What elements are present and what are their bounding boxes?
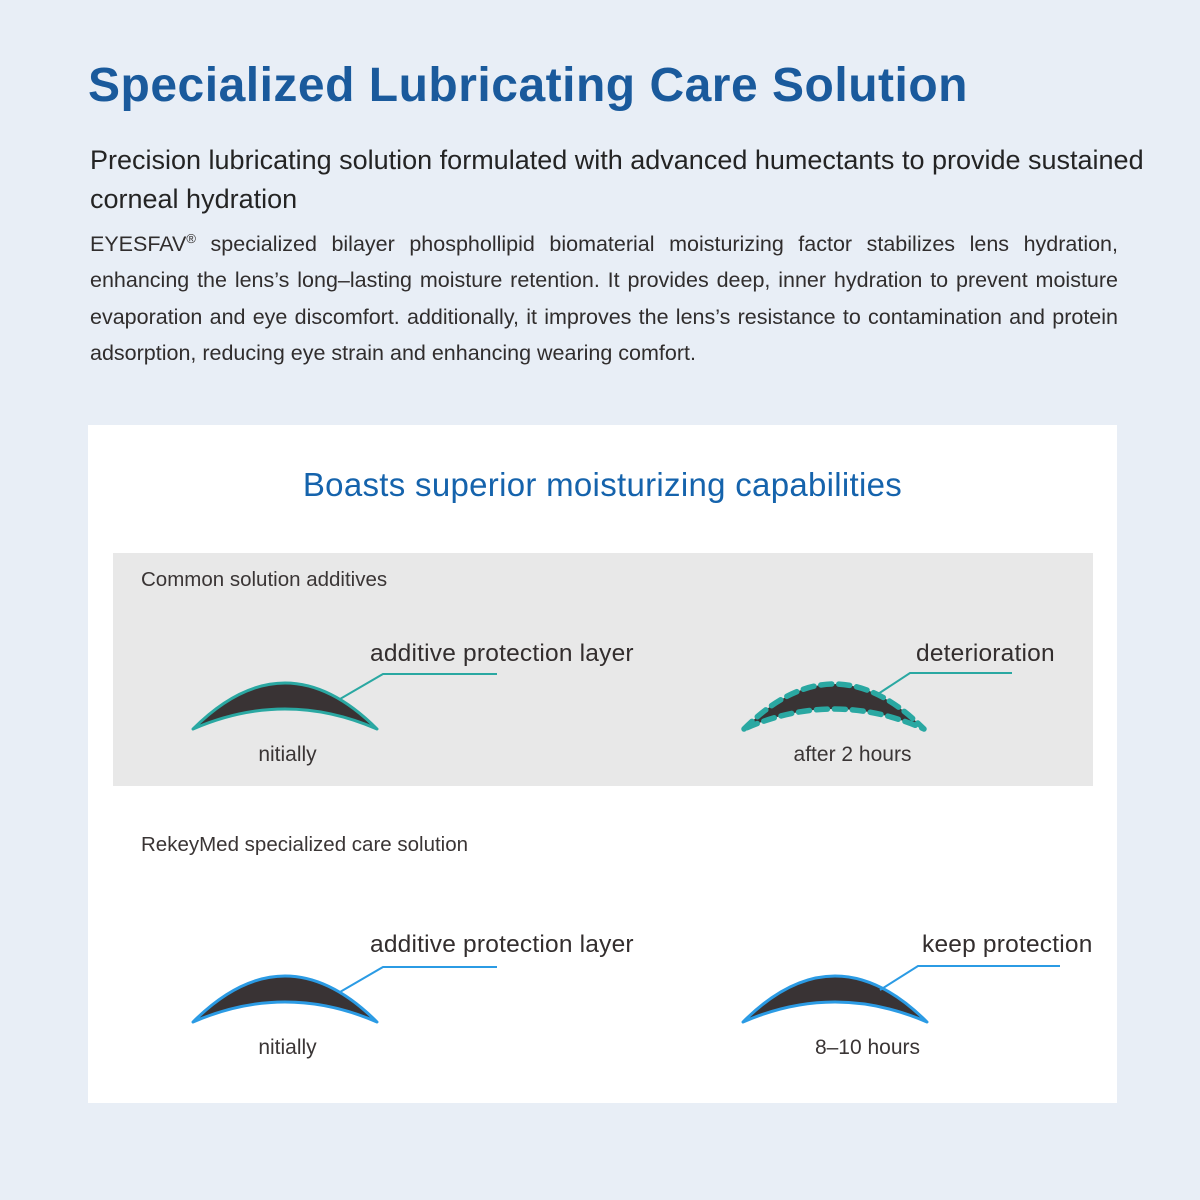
callout-label: deterioration [916,640,1055,667]
lens-caption: nitially [258,743,317,766]
brand-name: EYESFAV [90,232,187,256]
lens-figure-common-initial [190,637,670,777]
body-text: specialized bilayer phosphollipid biomaterial moisturizing factor stabilizes lens hydration, enhancing the lens’s long–lasting moisture retention. It provides deep, inner hydration to prevent moisture evaporation and eye discomfort. additionally, it improves the lens’s resistance to contamination and protein adsorption, reducing eye strain and enhancing wearing comfort. [90,232,1118,365]
leader-line [340,674,497,699]
lens-shape [193,976,377,1022]
panel-label-common-additives: Common solution additives [141,568,388,591]
page-subtitle: Precision lubricating solution formulated with advanced humectants to provide sustained corneal hydration [90,145,1144,215]
page-title: Specialized Lubricating Care Solution [88,59,968,112]
leader-line [880,966,1060,990]
lens-shape-deteriorated [744,684,924,729]
lens-shape [193,683,377,729]
card-heading: Boasts superior moisturizing capabilities [302,466,903,503]
callout-label: keep protection [922,931,1093,958]
panel-label-rekeymed-solution: RekeyMed specialized care solution [141,833,469,856]
leader-line [878,673,1012,694]
lens-caption: after 2 hours [793,743,912,766]
body-paragraph [90,226,1118,371]
callout-label: additive protection layer [370,640,634,667]
lens-shape [743,976,927,1022]
lens-caption: nitially [258,1036,317,1059]
callout-label: additive protection layer [370,931,634,958]
lens-figure-rekeymed-8-10-hours [740,930,1200,1070]
lens-figure-rekeymed-initial [190,930,670,1070]
lens-figure-common-after-2-hours [740,637,1200,777]
lens-caption: 8–10 hours [814,1036,921,1059]
leader-line [340,967,497,992]
registered-trademark-symbol: ® [186,230,196,246]
